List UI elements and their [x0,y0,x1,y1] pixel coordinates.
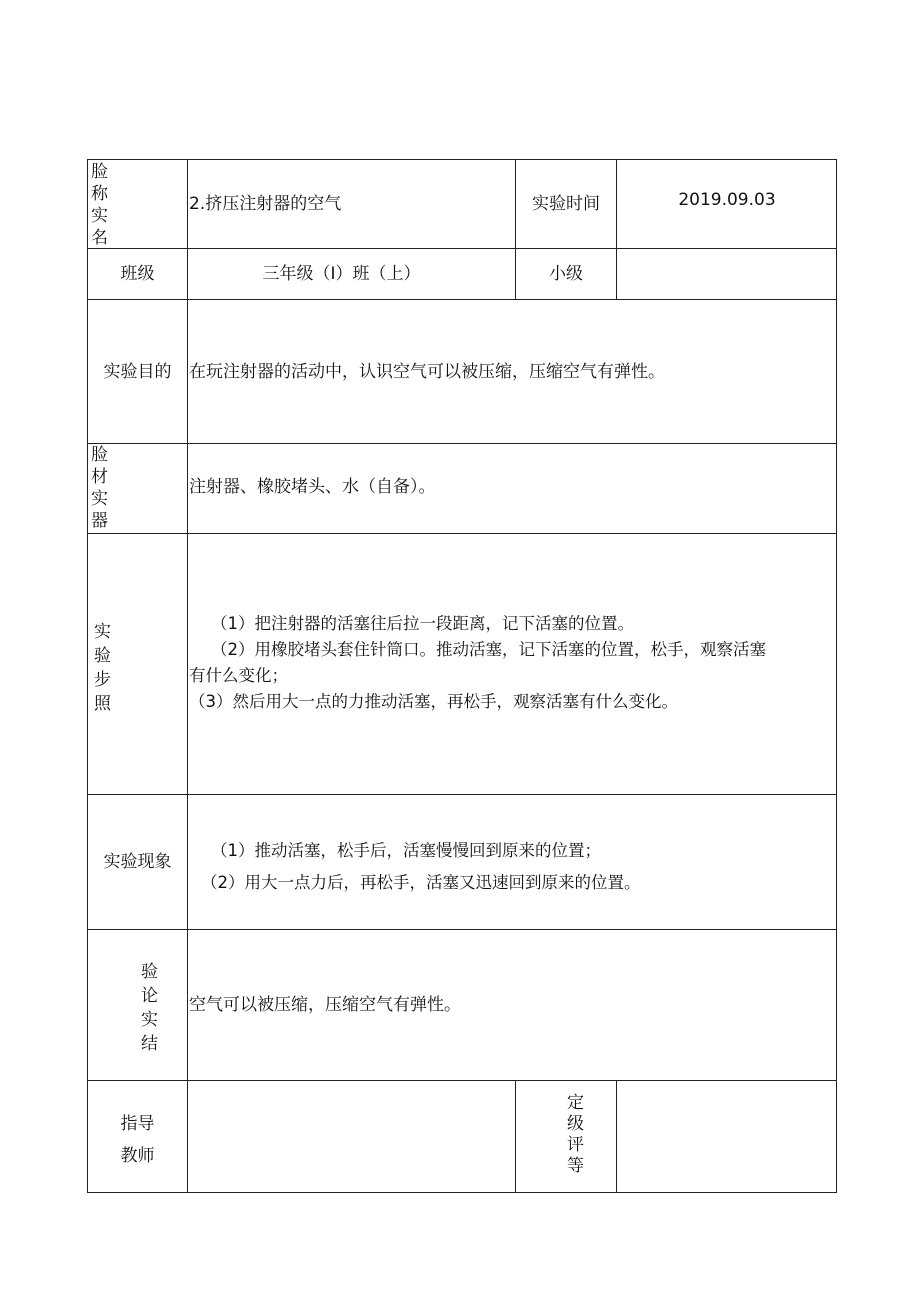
label-char: 评 [567,1135,584,1155]
steps-label [88,534,188,795]
label-char: 定 [567,1093,584,1113]
experiment-name-text: 2.挤压注射器的空气 [189,194,342,214]
label-char: 级 [567,1114,584,1134]
conclusion-content [188,930,837,1081]
label-char: 脸 [91,162,108,182]
phenomenon-line: （2）用大一点力后，再松手，活塞又迅速回到原来的位置。 [201,873,641,892]
time-label-text: 实验时间 [532,194,600,214]
experiment-time-label [516,160,617,249]
label-char: 照 [94,694,111,714]
purpose-text: 在玩注射器的活动中，认识空气可以被压缩，压缩空气有弹性。 [189,361,665,382]
phenomenon-label-text: 实验现象 [103,852,172,872]
experiment-name-label [88,160,188,249]
grade-value [617,1081,837,1193]
label-char: 验 [94,646,111,666]
purpose-content [188,300,837,444]
experiment-name-value [188,160,516,249]
label-char: 等 [567,1156,584,1176]
label-char: 实 [91,489,108,509]
label-char: 器 [91,511,108,531]
label-char: 称 [91,184,108,204]
teacher-label [88,1081,188,1193]
purpose-label [88,300,188,444]
phenomenon-line: （1）推动活塞，松手后，活塞慢慢回到原来的位置； [211,841,601,860]
label-char: 实 [91,206,108,226]
experiment-time-value [617,160,837,249]
label-char: 论 [141,986,158,1006]
step-line: （2）用橡胶堵头套住针筒口。推动活塞，记下活塞的位置，松手，观察活塞 [211,640,766,659]
group-value [617,249,837,300]
conclusion-text: 空气可以被压缩，压缩空气有弹性。 [189,995,461,1015]
label-char: 验 [141,962,158,982]
materials-label [88,444,188,534]
experiment-record-table [87,159,837,1193]
label-char: 步 [94,670,111,690]
teacher-label-line: 教师 [120,1146,155,1166]
label-char: 实 [141,1010,158,1030]
class-label [88,249,188,300]
label-char: 名 [91,228,108,248]
label-char: 结 [141,1034,158,1054]
materials-content [188,444,837,534]
label-char: 材 [91,467,108,487]
step-line: （1）把注射器的活塞往后拉一段距离，记下活塞的位置。 [211,614,634,633]
time-value-text: 2019.09.03 [678,190,776,210]
conclusion-label [88,930,188,1081]
materials-text: 注射器、橡胶堵头、水（自备）。 [189,476,436,497]
class-label-text: 班级 [120,264,155,284]
phenomenon-label [88,795,188,930]
class-value [188,249,516,300]
purpose-label-text: 实验目的 [103,361,172,382]
group-label-text: 小级 [549,264,583,284]
label-char: 脸 [91,445,108,465]
teacher-value [188,1081,516,1193]
class-value-text: 三年级（I）班（上） [262,264,421,284]
phenomenon-content [188,795,837,930]
group-label [516,249,617,300]
steps-content [188,534,837,795]
grade-label [516,1081,617,1193]
step-line: 有什么变化； [189,666,288,685]
label-char: 实 [94,622,111,642]
teacher-label-line: 指导 [120,1114,155,1134]
step-line: （3）然后用大一点的力推动活塞，再松手，观察活塞有什么变化。 [189,692,678,711]
